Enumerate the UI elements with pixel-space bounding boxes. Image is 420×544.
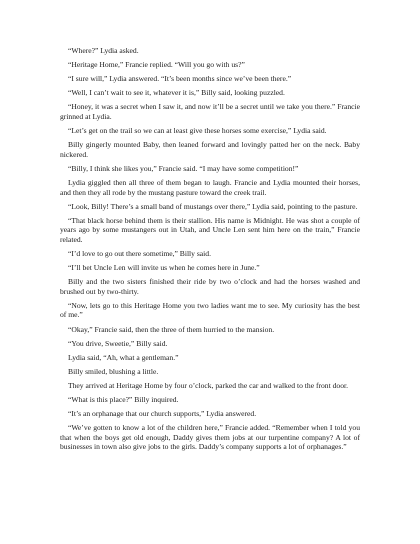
paragraph-9: Lydia giggled then all three of them began to laugh. Francie and Lydia mounted their horses, and then they all rode by the mustang pasture toward the creek trail.: [60, 177, 360, 197]
paragraph-3: “I sure will,” Lydia answered. “It’s been months since we’ve been there.”: [68, 74, 292, 84]
paragraph-10: “Look, Billy! There’s a small band of mustangs over there,” Lydia said, pointing to the pasture.: [68, 201, 358, 211]
paragraph-7: Billy gingerly mounted Baby, then leaned forward and lovingly patted her on the neck. Baby nickered.: [60, 140, 360, 159]
paragraph-22: “It’s an orphanage that our church supports,” Lydia answered.: [68, 409, 257, 419]
paragraph-21: “What is this place?” Billy inquired.: [68, 395, 179, 405]
paragraph-15: “Now, lets go to this Heritage Home you two ladies want me to see. My curiosity has the best of me.”: [60, 300, 360, 320]
paragraph-5: “Honey, it was a secret when I saw it, and now it’ll be a secret until we take you there.” Francie grinned at Lydia.: [60, 102, 360, 121]
paragraph-16: “Okay,” Francie said, then the three of them hurried to the mansion.: [68, 324, 275, 334]
paragraph-11: “That black horse behind them is their stallion. His name is Midnight. He was shot a couple of years ago by some mustangers out in Utah, and Uncle Len sent him here on the train,” Francie related.: [60, 215, 360, 244]
paragraph-1: “Where?” Lydia asked.: [68, 46, 139, 55]
paragraph-4: “Well, I can’t wait to see it, whatever it is,” Billy said, looking puzzled.: [68, 88, 285, 98]
paragraph-8: “Billy, I think she likes you,” Francie said. “I may have some competition!”: [68, 163, 299, 173]
paragraph-14: Billy and the two sisters finished their ride by two o’clock and had the horses washed and brushed out by two-thirty.: [60, 277, 360, 296]
paragraph-23: “We’ve gotten to know a lot of the children here,” Francie added. “Remember when I told you that when the boys get old enough, Daddy gives them jobs at our turpentine company? A lot of businesses in town also give jobs to the girls. Daddy’s company supports a lot of orphanages.”: [60, 423, 360, 452]
paragraph-12: “I’d love to go out there sometime,” Billy said.: [68, 249, 211, 258]
paragraph-19: Billy smiled, blushing a little.: [68, 366, 159, 376]
document-page: [60, 46, 360, 457]
paragraph-20: They arrived at Heritage Home by four o’clock, parked the car and walked to the front door.: [68, 380, 349, 390]
paragraph-18: Lydia said, “Ah, what a gentleman.”: [68, 352, 179, 362]
paragraph-2: “Heritage Home,” Francie replied. “Will you go with us?”: [68, 60, 245, 70]
paragraph-13: “I’ll bet Uncle Len will invite us when he comes here in June.”: [68, 263, 260, 273]
paragraph-6: “Let’s get on the trail so we can at least give these horses some exercise,” Lydia said.: [68, 126, 327, 136]
paragraph-17: “You drive, Sweetie,” Billy said.: [68, 338, 168, 348]
